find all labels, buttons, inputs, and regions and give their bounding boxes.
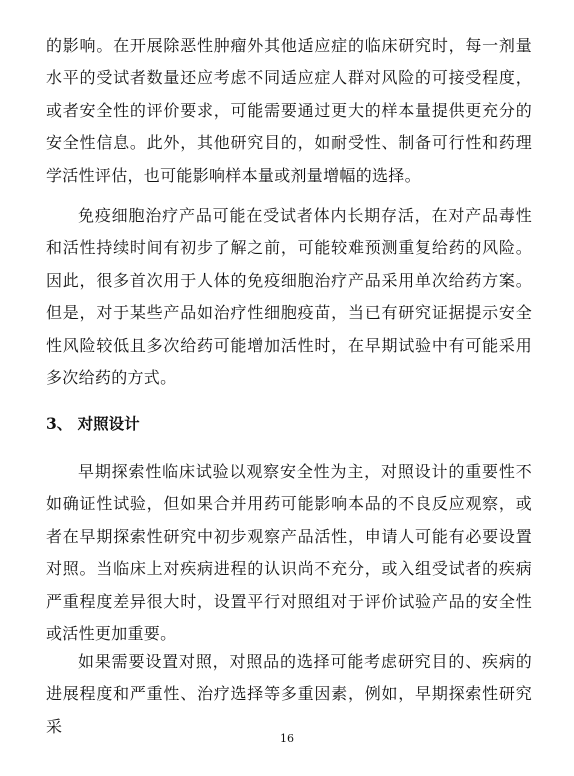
paragraph-control-selection: 如果需要设置对照，对照品的选择可能考虑研究目的、疾病的进展程度和严重性、治疗选择等多重因素，例如，早期探索性研究采	[46, 652, 532, 736]
section-heading: 3、 对照设计	[46, 414, 140, 433]
paragraph-immune-cell-dosing: 免疫细胞治疗产品可能在受试者体内长期存活，在对产品毒性和活性持续时间有初步了解之前，可能较难预测重复给药的风险。因此，很多首次用于人体的免疫细胞治疗产品采用单次给药方案。但是，对于某些产品如治疗性细胞疫苗，当已有研究证据提示安全性风险较低且多次给药可能增加活性时，在早期试验中有可能采用多次给药的方式。	[46, 206, 532, 388]
paragraph-control-design: 早期探索性临床试验以观察安全性为主，对照设计的重要性不如确证性试验，但如果合并用药可能影响本品的不良反应观察，或者在早期探索性研究中初步观察产品活性，申请人可能有必要设置对照。当临床上对疾病进程的认识尚不充分，或入组受试者的疾病严重程度差异很大时，设置平行对照组对于评价试验产品的安全性或活性更加重要。	[46, 462, 532, 644]
paragraph-continued: 的影响。在开展除恶性肿瘤外其他适应症的临床研究时，每一剂量水平的受试者数量还应考虑不同适应症人群对风险的可接受程度，或者安全性的评价要求，可能需要通过更大的样本量提供更充分的安全性信息。此外，其他研究目的，如耐受性、制备可行性和药理学活性评估，也可能影响样本量或剂量增幅的选择。	[46, 36, 532, 185]
page-number: 16	[280, 732, 294, 745]
